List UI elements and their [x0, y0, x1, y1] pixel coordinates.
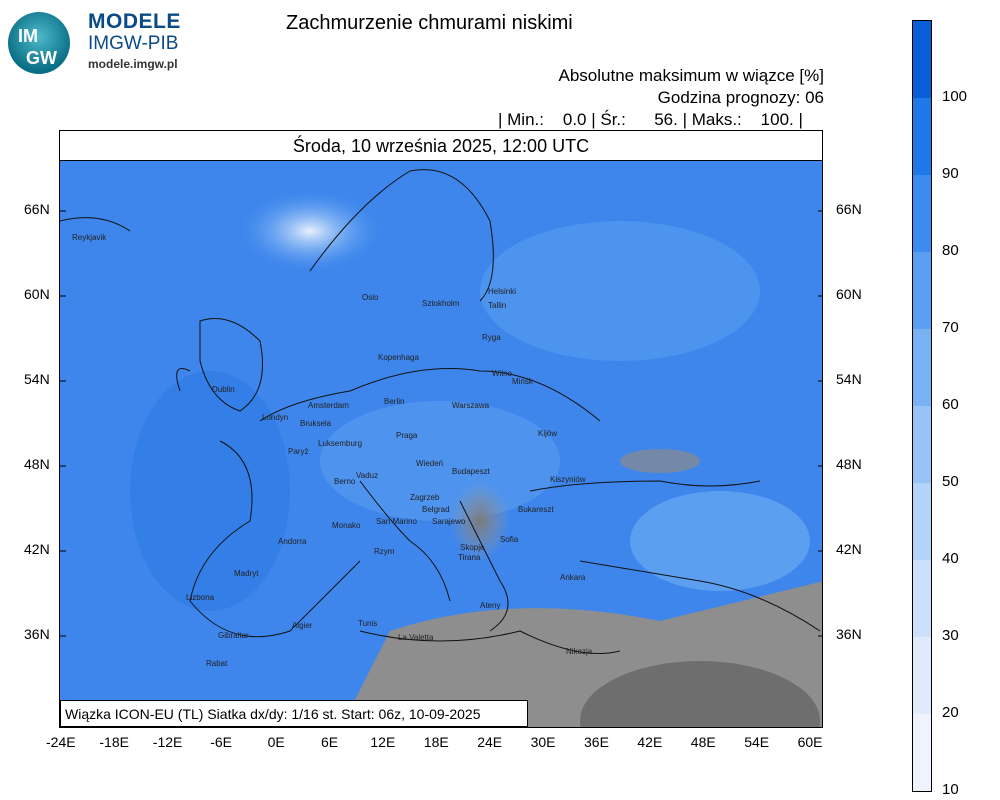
colorbar [912, 20, 932, 792]
city-label: Ateny [480, 601, 501, 610]
city-label: Praga [396, 431, 418, 440]
colorbar-label: 100 [942, 88, 968, 105]
city-label: Sztokholm [422, 299, 460, 308]
city-label: Dublin [212, 385, 235, 394]
city-label: Ankara [560, 573, 586, 582]
lon-label: -6E [210, 734, 232, 750]
city-label: Tunis [358, 619, 378, 628]
lat-label-left: 36N [24, 626, 50, 642]
city-label: Berno [334, 477, 356, 486]
city-label: Bruksela [300, 419, 332, 428]
colorbar-label: 50 [942, 473, 959, 490]
city-label: Sarajewo [432, 517, 466, 526]
city-label: Tallin [488, 301, 507, 310]
logo-text-bottom: GW [26, 48, 57, 68]
lon-label: 48E [690, 734, 716, 750]
stats-line: | Min.: 0.0 | Śr.: 56. | Maks.: 100. | [498, 110, 803, 129]
city-label: Vaduz [356, 471, 379, 480]
colorbar-segment [913, 175, 931, 252]
city-label: Mińsk [512, 377, 533, 386]
city-label: Kijów [538, 429, 558, 438]
weather-map [59, 160, 823, 728]
colorbar-segment [913, 406, 931, 483]
city-label: Skopje [460, 543, 485, 552]
city-label: Budapeszt [452, 467, 490, 476]
colorbar-label: 20 [942, 704, 959, 721]
city-label: Belgrad [422, 505, 450, 514]
city-label: Tirana [458, 553, 481, 562]
brand-name: MODELE [88, 10, 181, 33]
colorbar-segment [913, 714, 931, 791]
imgw-logo [8, 12, 70, 74]
city-label: Oslo [362, 293, 379, 302]
city-label: Londyn [262, 413, 289, 422]
lat-label-right: 42N [836, 541, 862, 557]
lon-label: 18E [423, 734, 449, 750]
city-label: Luksemburg [318, 439, 363, 448]
lat-label-right: 60N [836, 286, 862, 302]
lon-label: 12E [370, 734, 396, 750]
city-label: Rabat [206, 659, 228, 668]
city-label: Amsterdam [308, 401, 349, 410]
lat-label-right: 36N [836, 626, 862, 642]
colorbar-label: 10 [942, 781, 959, 798]
map-title: Zachmurzenie chmurami niskimi [286, 12, 573, 34]
colorbar-label: 70 [942, 319, 959, 336]
lon-label: 60E [797, 734, 823, 750]
brand-org: IMGW-PIB [88, 33, 179, 54]
city-label: Madryt [234, 569, 259, 578]
city-label: Kiszyniów [550, 475, 586, 484]
lon-label: 42E [637, 734, 663, 750]
map-svg [60, 161, 823, 728]
lon-label: 36E [584, 734, 609, 750]
colorbar-segment [913, 98, 931, 175]
city-label: Reykjavik [72, 233, 107, 242]
city-label: Lizbona [186, 593, 215, 602]
colorbar-label: 40 [942, 550, 959, 567]
colorbar-segment [913, 252, 931, 329]
city-label: Warszawa [452, 401, 490, 410]
lon-label: 30E [530, 734, 556, 750]
brand-url[interactable]: modele.imgw.pl [88, 57, 178, 71]
city-label: Algier [292, 621, 313, 630]
subtitle-variable: Absolutne maksimum w wiązce [%] [558, 66, 824, 85]
model-info: Wiązka ICON-EU (TL) Siatka dx/dy: 1/16 st. Start: 06z, 10-09-2025 [60, 700, 528, 727]
city-label: Wilno [492, 369, 513, 378]
lat-label-right: 66N [836, 201, 862, 217]
lon-label: 6E [321, 734, 339, 750]
lon-label: 54E [744, 734, 770, 750]
city-label: Nikozja [566, 647, 593, 656]
brand-block [88, 10, 181, 71]
city-label: Paryż [288, 447, 309, 456]
city-label: Bukareszt [518, 505, 554, 514]
city-label: Kopenhaga [378, 353, 419, 362]
lon-label: -12E [152, 734, 183, 750]
colorbar-label: 80 [942, 242, 959, 259]
colorbar-label: 90 [942, 165, 959, 182]
city-label: Ryga [482, 333, 501, 342]
lat-label-left: 54N [24, 371, 50, 387]
city-label: Andorra [278, 537, 307, 546]
city-label: Gibraltar [218, 631, 249, 640]
city-label: La Valetta [398, 633, 434, 642]
city-label: Wiedeń [416, 459, 444, 468]
city-label: Berlin [384, 397, 405, 406]
lat-label-right: 54N [836, 371, 862, 387]
city-label: Rzym [374, 547, 395, 556]
colorbar-segment [913, 483, 931, 560]
lat-label-left: 66N [24, 201, 50, 217]
colorbar-segment [913, 21, 931, 98]
logo-text-top: IM [18, 26, 38, 46]
colorbar-label: 60 [942, 396, 959, 413]
city-label: San Marino [376, 517, 417, 526]
lat-label-left: 60N [24, 286, 50, 302]
city-label: Sofia [500, 535, 519, 544]
city-label: Zagrzeb [410, 493, 440, 502]
colorbar-segment [913, 329, 931, 406]
lon-label: -18E [99, 734, 129, 750]
colorbar-segment [913, 637, 931, 714]
lon-label: 24E [477, 734, 503, 750]
colorbar-segment [913, 560, 931, 637]
lon-label: -24E [46, 734, 76, 750]
lat-label-right: 48N [836, 456, 862, 472]
city-label: Monako [332, 521, 361, 530]
colorbar-label: 30 [942, 627, 959, 644]
lon-label: 0E [267, 734, 285, 750]
city-label: Helsinki [488, 287, 517, 296]
date-line: Środa, 10 września 2025, 12:00 UTC [59, 130, 823, 160]
lat-label-left: 48N [24, 456, 50, 472]
subtitle-forecast-hour: Godzina prognozy: 06 [657, 88, 824, 107]
lat-label-left: 42N [24, 541, 50, 557]
